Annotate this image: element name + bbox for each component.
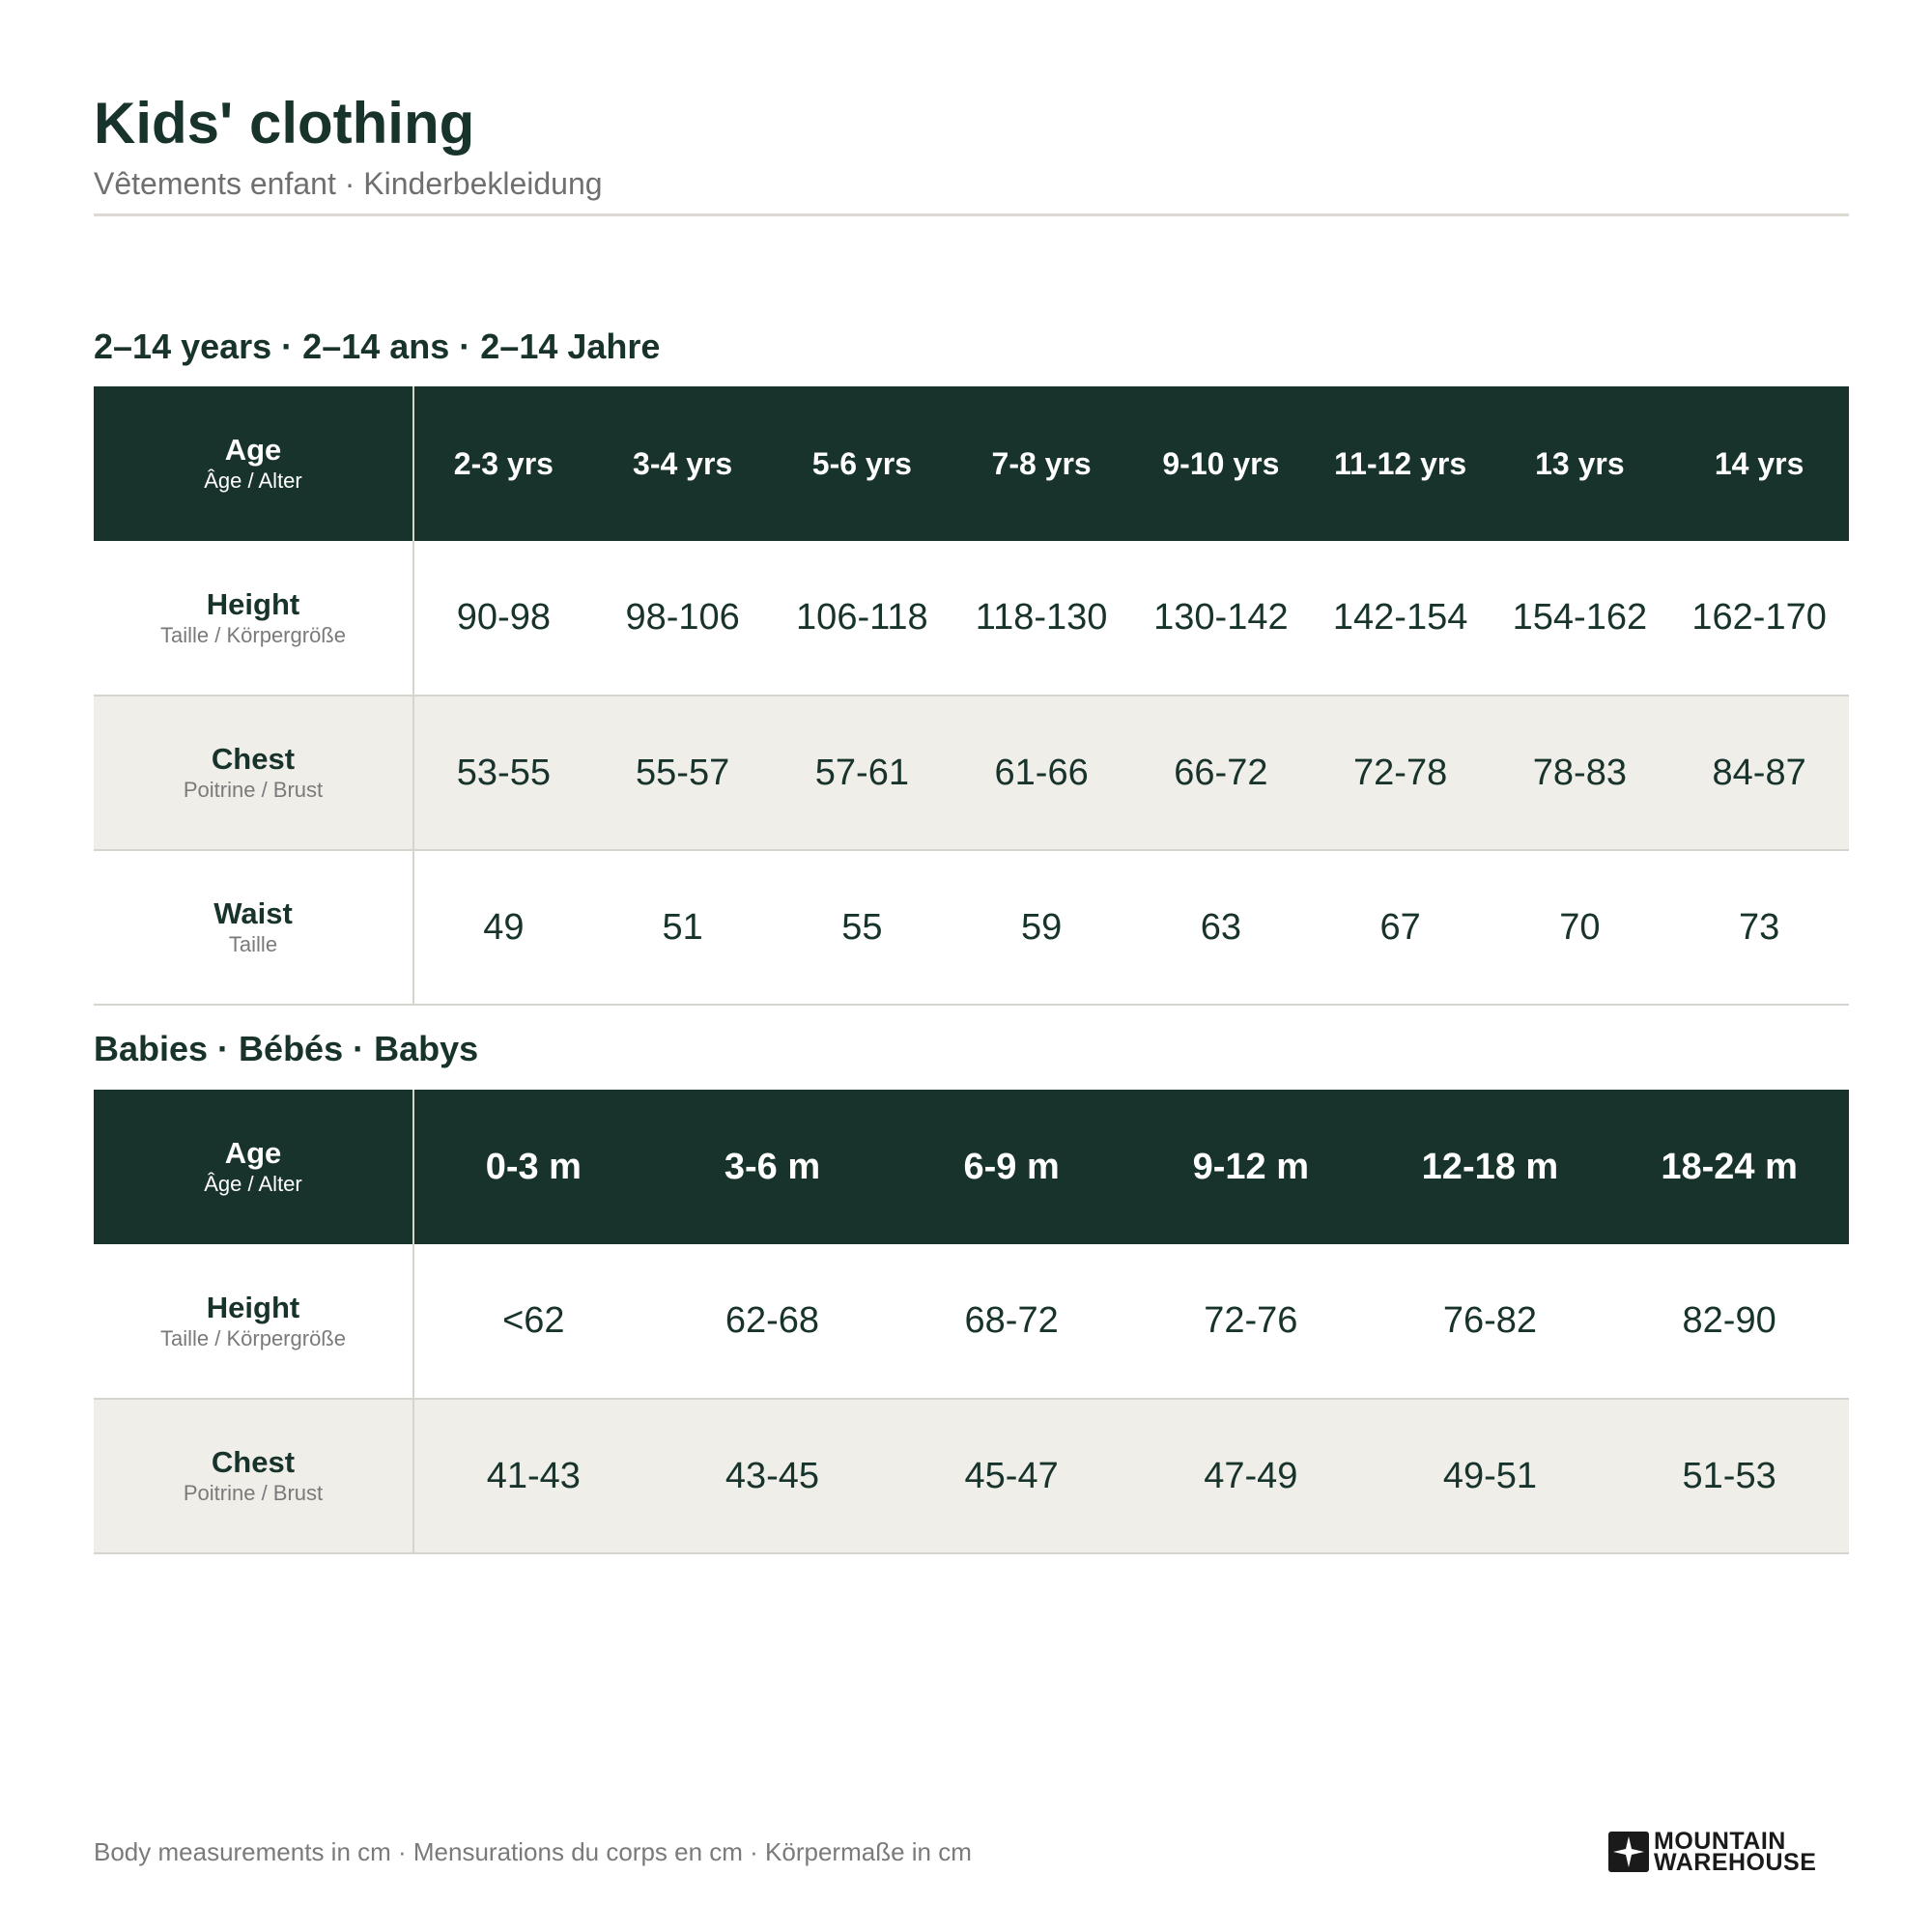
table-cell: 61-66	[952, 696, 1131, 850]
brand-line-1: MOUNTAIN	[1654, 1828, 1786, 1855]
brand-wordmark	[1654, 1828, 1817, 1876]
column-header: 12-18 m	[1371, 1090, 1610, 1244]
mountain-warehouse-logo-mark-icon	[1608, 1832, 1649, 1872]
table-cell: 106-118	[773, 541, 952, 696]
column-header: 0-3 m	[413, 1090, 653, 1244]
row-label-main: Height	[206, 1290, 300, 1324]
table-cell: 84-87	[1669, 696, 1849, 850]
table-cell: 51	[593, 850, 773, 1005]
table-cell: 76-82	[1371, 1244, 1610, 1399]
table-cell: 98-106	[593, 541, 773, 696]
chest-row-label	[94, 1399, 413, 1553]
column-header: 13 yrs	[1491, 386, 1670, 541]
row-label-main: Age	[224, 1136, 282, 1170]
waist-row-label	[94, 850, 413, 1005]
column-header: 3-4 yrs	[593, 386, 773, 541]
babies-section-title: Babies · Bébés · Babys	[94, 1029, 479, 1068]
table-cell: 154-162	[1491, 541, 1670, 696]
table-cell: 59	[952, 850, 1131, 1005]
column-header: 11-12 yrs	[1311, 386, 1491, 541]
table-cell: 55	[773, 850, 952, 1005]
table-cell: 53-55	[413, 696, 593, 850]
table-cell: 72-76	[1131, 1244, 1371, 1399]
table-cell: 49	[413, 850, 593, 1005]
table-cell: 63	[1131, 850, 1311, 1005]
header-divider	[94, 213, 1849, 216]
kids-size-table	[94, 386, 1849, 1006]
table-cell: 62-68	[653, 1244, 893, 1399]
table-cell: 49-51	[1371, 1399, 1610, 1553]
chest-row-label	[94, 696, 413, 850]
row-label-sub: Âge / Alter	[204, 1172, 302, 1196]
table-cell: 82-90	[1609, 1244, 1849, 1399]
table-cell: 68-72	[892, 1244, 1131, 1399]
table-cell: 73	[1669, 850, 1849, 1005]
brand-logo	[1608, 1829, 1850, 1875]
table-cell: 142-154	[1311, 541, 1491, 696]
table-cell: 67	[1311, 850, 1491, 1005]
table-row-height	[94, 541, 1849, 696]
column-header: 5-6 yrs	[773, 386, 952, 541]
table-cell: 90-98	[413, 541, 593, 696]
table-cell: 45-47	[892, 1399, 1131, 1553]
row-label-sub: Poitrine / Brust	[183, 778, 324, 802]
table-cell: <62	[413, 1244, 653, 1399]
table-cell: 51-53	[1609, 1399, 1849, 1553]
kids-section-title: 2–14 years · 2–14 ans · 2–14 Jahre	[94, 327, 661, 366]
table-cell: 55-57	[593, 696, 773, 850]
row-label-sub: Taille / Körpergröße	[160, 622, 346, 647]
page-subtitle: Vêtements enfant · Kinderbekleidung	[94, 166, 603, 201]
age-row-label	[94, 1090, 413, 1244]
table-cell: 72-78	[1311, 696, 1491, 850]
row-label-main: Chest	[211, 1445, 296, 1479]
table-header-row	[94, 386, 1849, 541]
table-cell: 162-170	[1669, 541, 1849, 696]
table-cell: 70	[1491, 850, 1670, 1005]
table-row-chest	[94, 696, 1849, 850]
table-cell: 47-49	[1131, 1399, 1371, 1553]
measurement-footnote: Body measurements in cm · Mensurations du corps en cm · Körpermaße in cm	[94, 1837, 972, 1866]
babies-size-table	[94, 1090, 1849, 1554]
row-label-main: Height	[206, 586, 300, 621]
column-header: 14 yrs	[1669, 386, 1849, 541]
height-row-label	[94, 541, 413, 696]
height-row-label	[94, 1244, 413, 1399]
column-header: 9-12 m	[1131, 1090, 1371, 1244]
brand-line-2: WAREHOUSE	[1654, 1849, 1817, 1876]
table-cell: 43-45	[653, 1399, 893, 1553]
table-row-chest	[94, 1399, 1849, 1553]
page-title: Kids' clothing	[94, 91, 475, 156]
column-header: 18-24 m	[1609, 1090, 1849, 1244]
table-cell: 57-61	[773, 696, 952, 850]
column-header: 2-3 yrs	[413, 386, 593, 541]
row-label-sub: Poitrine / Brust	[183, 1481, 324, 1505]
column-header: 7-8 yrs	[952, 386, 1131, 541]
row-label-main: Chest	[211, 742, 296, 776]
row-label-sub: Âge / Alter	[204, 469, 302, 493]
row-label-sub: Taille / Körpergröße	[160, 1325, 346, 1350]
table-cell: 66-72	[1131, 696, 1311, 850]
row-label-main: Age	[224, 433, 282, 467]
column-header: 9-10 yrs	[1131, 386, 1311, 541]
table-cell: 130-142	[1131, 541, 1311, 696]
table-cell: 118-130	[952, 541, 1131, 696]
column-header: 3-6 m	[653, 1090, 893, 1244]
column-header: 6-9 m	[892, 1090, 1131, 1244]
table-row-waist	[94, 850, 1849, 1005]
table-cell: 78-83	[1491, 696, 1670, 850]
row-label-sub: Taille	[228, 932, 278, 956]
table-row-height	[94, 1244, 1849, 1399]
table-cell: 41-43	[413, 1399, 653, 1553]
table-header-row	[94, 1090, 1849, 1244]
age-row-label	[94, 386, 413, 541]
row-label-main: Waist	[213, 896, 293, 930]
